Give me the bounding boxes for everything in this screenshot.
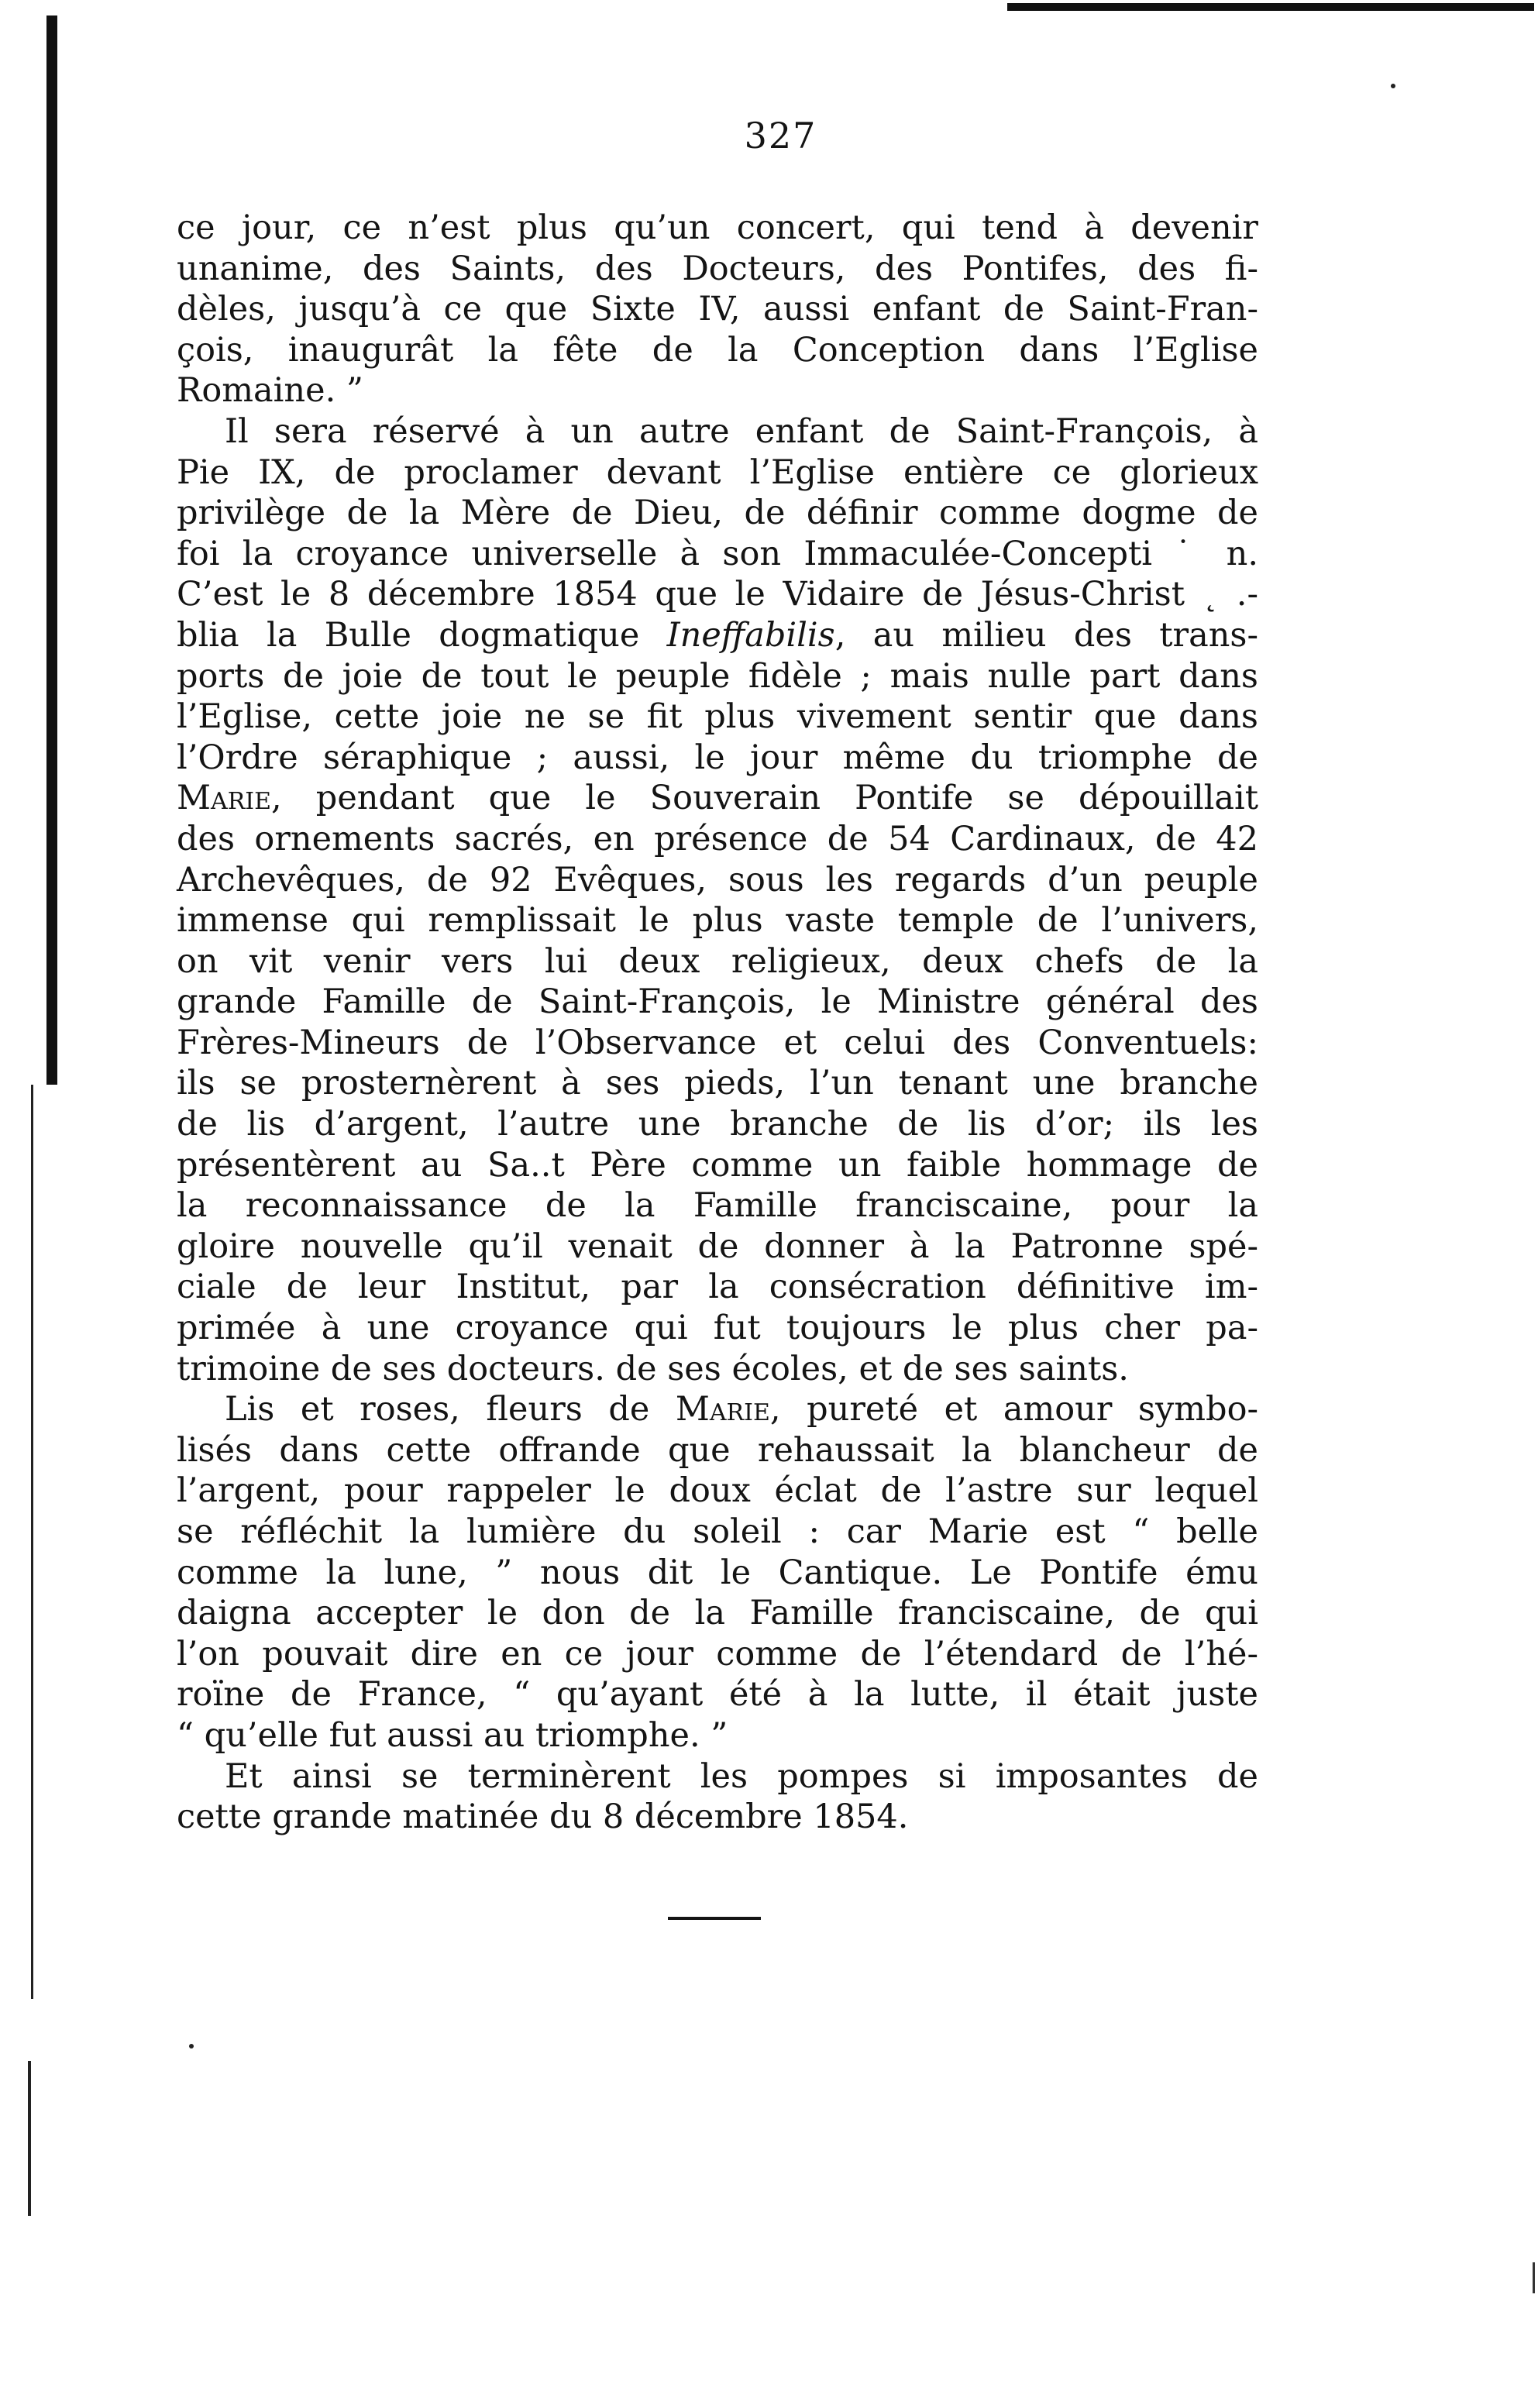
text-line: Frères-Mineurs de l’Observance et celui des Conventuels: <box>177 1023 1258 1062</box>
text-line: se réfléchit la lumière du soleil : car Marie est “ belle <box>177 1512 1258 1551</box>
text-line: Romaine. ” <box>177 371 363 411</box>
text-line: Pie IX, de proclamer devant l’Eglise entière ce glorieux <box>177 452 1258 492</box>
text-line: trimoine de ses docteurs. de ses écoles, et de ses saints. <box>177 1349 1129 1388</box>
text-line: on vit venir vers lui deux religieux, deux chefs de la <box>177 941 1258 981</box>
text-line: dèles, jusqu’à ce que Sixte IV, aussi enfant de Saint-Fran- <box>177 290 1258 329</box>
paragraph-start: Et ainsi se terminèrent les pompes si imposantes de <box>225 1756 1258 1796</box>
scan-speck <box>1391 84 1395 88</box>
text-line: l’argent, pour rappeler le doux éclat de l’astre sur lequel <box>177 1471 1258 1511</box>
text-line: “ qu’elle fut aussi au triomphe. ” <box>177 1715 728 1755</box>
body-text <box>177 208 1258 1838</box>
scan-binding-shadow <box>46 15 57 1085</box>
scan-edge-mark <box>28 2061 31 2216</box>
text-line: unanime, des Saints, des Docteurs, des Pontifes, des fi- <box>177 249 1258 288</box>
text-line: des ornements sacrés, en présence de 54 Cardinaux, de 42 <box>177 819 1258 858</box>
text-line <box>177 615 1258 656</box>
text-line: gloire nouvelle qu’il venait de donner à la Patronne spé- <box>177 1226 1258 1266</box>
text-line: l’Ordre séraphique ; aussi, le jour même du triomphe de <box>177 738 1258 777</box>
text-line: la reconnaissance de la Famille franciscaine, pour la <box>177 1186 1258 1226</box>
paragraph-start <box>177 1389 1258 1430</box>
text-line: foi la croyance universelle à son Immaculée-Concepti ˙ n. <box>177 534 1258 573</box>
text-line: grande Famille de Saint-François, le Ministre général des <box>177 982 1258 1022</box>
scan-edge-line <box>31 1085 33 1999</box>
text-segment: , pureté et amour symbo- <box>769 1390 1258 1429</box>
text-line: ciale de leur Institut, par la consécration définitive im- <box>177 1268 1258 1307</box>
scan-edge-mark <box>1533 2262 1535 2293</box>
text-line: ce jour, ce n’est plus qu’un concert, qui tend à devenir <box>177 208 1258 247</box>
text-line: çois, inaugurât la fête de la Conception dans l’Eglise <box>177 330 1258 370</box>
text-line: daigna accepter le don de la Famille franciscaine, de qui <box>177 1594 1258 1633</box>
text-line: l’on pouvait dire en ce jour comme de l’étendard de l’hé- <box>177 1634 1258 1674</box>
text-line: ports de joie de tout le peuple fidèle ; mais nulle part dans <box>177 656 1258 696</box>
text-line: privilège de la Mère de Dieu, de définir comme dogme de <box>177 494 1258 533</box>
text-line: présentèrent au Sa..t Père comme un faible hommage de <box>177 1145 1258 1185</box>
text-segment: , au milieu des trans- <box>834 615 1258 655</box>
text-line: lisés dans cette offrande que rehaussait la blancheur de <box>177 1430 1258 1470</box>
text-line: de lis d’argent, l’autre une branche de lis d’or; ils les <box>177 1105 1258 1144</box>
text-line: comme la lune, ” nous dit le Cantique. Le Pontife ému <box>177 1553 1258 1592</box>
small-caps-name: Marie <box>675 1390 770 1429</box>
text-line: cette grande matinée du 8 décembre 1854. <box>177 1797 909 1837</box>
text-segment: blia la Bulle dogmatique <box>177 615 667 655</box>
text-line: l’Eglise, cette joie ne se fit plus vivement sentir que dans <box>177 697 1258 737</box>
section-end-rule <box>668 1917 761 1920</box>
scan-top-border <box>1007 3 1534 11</box>
page-number: 327 <box>744 115 817 157</box>
text-segment: Lis et roses, fleurs de <box>225 1390 676 1429</box>
paragraph-start: Il sera réservé à un autre enfant de Saint-François, à <box>225 411 1258 451</box>
text-line: ils se prosternèrent à ses pieds, l’un tenant une branche <box>177 1064 1258 1103</box>
text-line: immense qui remplissait le plus vaste temple de l’univers, <box>177 901 1258 941</box>
text-line <box>177 778 1258 819</box>
text-line: C’est le 8 décembre 1854 que le Vidaire de Jésus-Christ ˛ .- <box>177 575 1258 614</box>
bull-title: Ineffabilis <box>666 615 835 655</box>
text-line: Archevêques, de 92 Evêques, sous les regards d’un peuple <box>177 860 1258 900</box>
scan-speck <box>189 2044 194 2049</box>
small-caps-name: Marie <box>177 779 272 818</box>
text-line: primée à une croyance qui fut toujours le plus cher pa- <box>177 1309 1258 1348</box>
text-segment: , pendant que le Souverain Pontife se dépouillait <box>271 779 1258 818</box>
text-line: roïne de France, “ qu’ayant été à la lutte, il était juste <box>177 1675 1258 1715</box>
